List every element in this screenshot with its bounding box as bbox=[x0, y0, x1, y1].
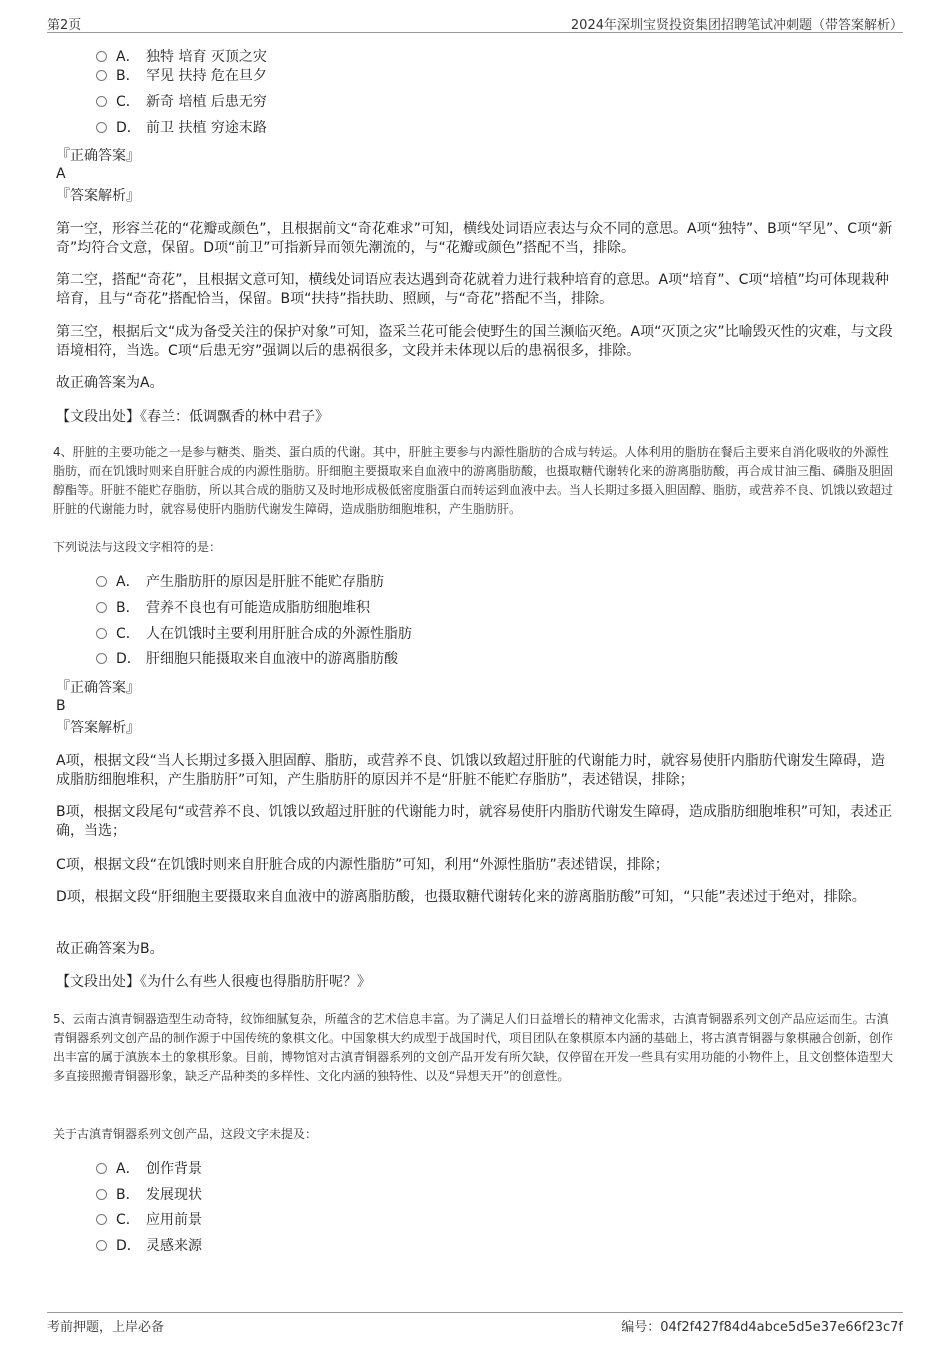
q4-option-b[interactable]: B． 营养不良也有可能造成脂肪细胞堆积 bbox=[96, 598, 370, 618]
q3-analysis-para-1: 第一空，形容兰花的“花瓣或颜色”，且根据前文“奇花难求”可知，横线处词语应表达与众不同的意思。A项“独特”、B项“罕见”、C项“新奇”均符合文意，保留。D项“前卫”可指新异而领先潮流的，与“花瓣或颜色”搭配不当，排除。 bbox=[56, 221, 893, 256]
footer-slogan: 考前押题，上岸必备 bbox=[47, 1320, 165, 1335]
q4-analysis-label: 『答案解析』 bbox=[56, 720, 140, 736]
q4-answer-label: 『正确答案』 bbox=[56, 680, 140, 696]
q4-analysis-para-b: B项，根据文段尾句“或营养不良、饥饿以致超过肝脏的代谢能力时，就容易使肝内脂肪代谢发生障碍，造成脂肪细胞堆积”可知，表述正确，当选； bbox=[56, 804, 893, 839]
radio-icon[interactable] bbox=[96, 70, 107, 81]
q5-stem: 5、云南古滇青铜器造型生动奇特，纹饰细腻复杂，所蕴含的艺术信息丰富。为了满足人们日益增长的精神文化需求，古滇青铜器系列文创产品应运而生。古滇青铜器系列文创产品的制作源于中国传统的象棋文化。中国象棋大约成型于战国时代，项目团队在象棋原本内涵的基础上，将古滇青铜器与象棋融合创新，创作出丰富的属于滇族本土的象棋形象。目前，博物馆对古滇青铜器系列的文创产品开发有所欠缺，仅停留在开发一些具有实用功能的小物件上，且文创整体造型大多直接照搬青铜器形象，缺乏产品种类的多样性、文化内涵的独特性、以及“异想天开”的创意性。 bbox=[53, 1012, 894, 1083]
q3-option-c[interactable]: C． 新奇 培植 后患无穷 bbox=[96, 92, 267, 112]
page-footer bbox=[47, 1312, 903, 1337]
radio-icon[interactable] bbox=[96, 653, 107, 664]
radio-icon[interactable] bbox=[96, 1240, 107, 1251]
q5-option-a[interactable]: A． 创作背景 bbox=[96, 1159, 202, 1179]
radio-icon[interactable] bbox=[96, 602, 107, 613]
radio-icon[interactable] bbox=[96, 122, 107, 133]
q5-option-b[interactable]: B． 发展现状 bbox=[96, 1185, 202, 1205]
q4-analysis-conclusion: 故正确答案为B。 bbox=[56, 941, 164, 957]
q4-option-c[interactable]: C． 人在饥饿时主要利用肝脏合成的外源性脂肪 bbox=[96, 624, 412, 644]
q4-option-a[interactable]: A． 产生脂肪肝的原因是肝脏不能贮存脂肪 bbox=[96, 572, 384, 592]
q3-analysis-para-2: 第二空，搭配“奇花”，且根据文意可知，横线处词语应表达遇到奇花就着力进行栽种培育的意思。A项“培育”、C项“培植”均可体现栽种培育，且与“奇花”搭配恰当，保留。B项“扶持”指扶助、照顾，与“奇花”搭配不当，排除。 bbox=[56, 272, 889, 307]
q3-answer: A bbox=[56, 166, 66, 182]
q5-option-c[interactable]: C． 应用前景 bbox=[96, 1210, 202, 1230]
q3-option-b[interactable]: B． 罕见 扶持 危在旦夕 bbox=[96, 66, 267, 86]
radio-icon[interactable] bbox=[96, 51, 107, 62]
q3-analysis-para-3: 第三空，根据后文“成为备受关注的保护对象”可知，盗采兰花可能会使野生的国兰濒临灭绝。A项“灭顶之灾”比喻毁灭性的灾难，与文段语境相符，当选。C项“后患无穷”强调以后的患祸很多，文段并未体现以后的患祸很多，排除。 bbox=[56, 324, 893, 359]
q4-stem: 4、肝脏的主要功能之一是参与糖类、脂类、蛋白质的代谢。其中，肝脏主要参与内源性脂肪的合成与转运。人体利用的脂肪在餐后主要来自消化吸收的外源性脂肪，而在饥饿时则来自肝脏合成的内源性脂肪。肝细胞主要摄取来自血液中的游离脂肪酸，也摄取糖代谢转化来的游离脂肪酸，再合成甘油三酯、磷脂及胆固醇酯等。肝脏不能贮存脂肪，所以其合成的脂肪又及时地形成极低密度脂蛋白而转运到血液中去。当人长期过多摄入胆固醇、脂肪，或营养不良、饥饿以致超过肝脏的代谢能力时，就容易使肝内脂肪代谢发生障碍，造成脂肪细胞堆积，产生脂肪肝。 bbox=[53, 445, 894, 516]
q3-option-d[interactable]: D． 前卫 扶植 穷途末路 bbox=[96, 118, 267, 138]
q5-option-d[interactable]: D． 灵感来源 bbox=[96, 1236, 202, 1256]
radio-icon[interactable] bbox=[96, 576, 107, 587]
page-number: 第2页 bbox=[47, 18, 82, 33]
radio-icon[interactable] bbox=[96, 1214, 107, 1225]
document-id: 编号：04f2f427f84d4abce5d5e37e66f23c7f bbox=[621, 1320, 903, 1335]
q4-question: 下列说法与这段文字相符的是： bbox=[53, 540, 222, 554]
page-header bbox=[47, 14, 903, 33]
radio-icon[interactable] bbox=[96, 96, 107, 107]
q4-analysis-para-a: A项，根据文段“当人长期过多摄入胆固醇、脂肪，或营养不良、饥饿以致超过肝脏的代谢能力时，就容易使肝内脂肪代谢发生障碍，造成脂肪细胞堆积，产生脂肪肝”可知，产生脂肪肝的原因并不是“肝脏不能贮存脂肪”，表述错误，排除； bbox=[56, 753, 885, 788]
q3-analysis-conclusion: 故正确答案为A。 bbox=[56, 375, 164, 391]
q3-source: 【文段出处】《春兰：低调飘香的林中君子》 bbox=[56, 409, 329, 425]
q4-analysis-para-c: C项，根据文段“在饥饿时则来自肝脏合成的内源性脂肪”可知，利用“外源性脂肪”表述错误，排除； bbox=[56, 857, 669, 873]
q3-option-a[interactable]: A． 独特 培育 灭顶之灾 bbox=[96, 47, 267, 67]
q4-source: 【文段出处】《为什么有些人很瘦也得脂肪肝呢？》 bbox=[56, 974, 371, 990]
q5-question: 关于古滇青铜器系列文创产品，这段文字未提及： bbox=[53, 1127, 318, 1141]
radio-icon[interactable] bbox=[96, 628, 107, 639]
q3-analysis-label: 『答案解析』 bbox=[56, 188, 140, 204]
q4-option-d[interactable]: D． 肝细胞只能摄取来自血液中的游离脂肪酸 bbox=[96, 649, 398, 669]
q4-analysis-para-d: D项，根据文段“肝细胞主要摄取来自血液中的游离脂肪酸，也摄取糖代谢转化来的游离脂肪酸”可知，“只能”表述过于绝对，排除。 bbox=[56, 889, 866, 905]
radio-icon[interactable] bbox=[96, 1189, 107, 1200]
document-title: 2024年深圳宝贤投资集团招聘笔试冲刺题（带答案解析） bbox=[570, 18, 903, 33]
radio-icon[interactable] bbox=[96, 1163, 107, 1174]
q4-answer: B bbox=[56, 698, 66, 714]
q3-answer-label: 『正确答案』 bbox=[56, 148, 140, 164]
